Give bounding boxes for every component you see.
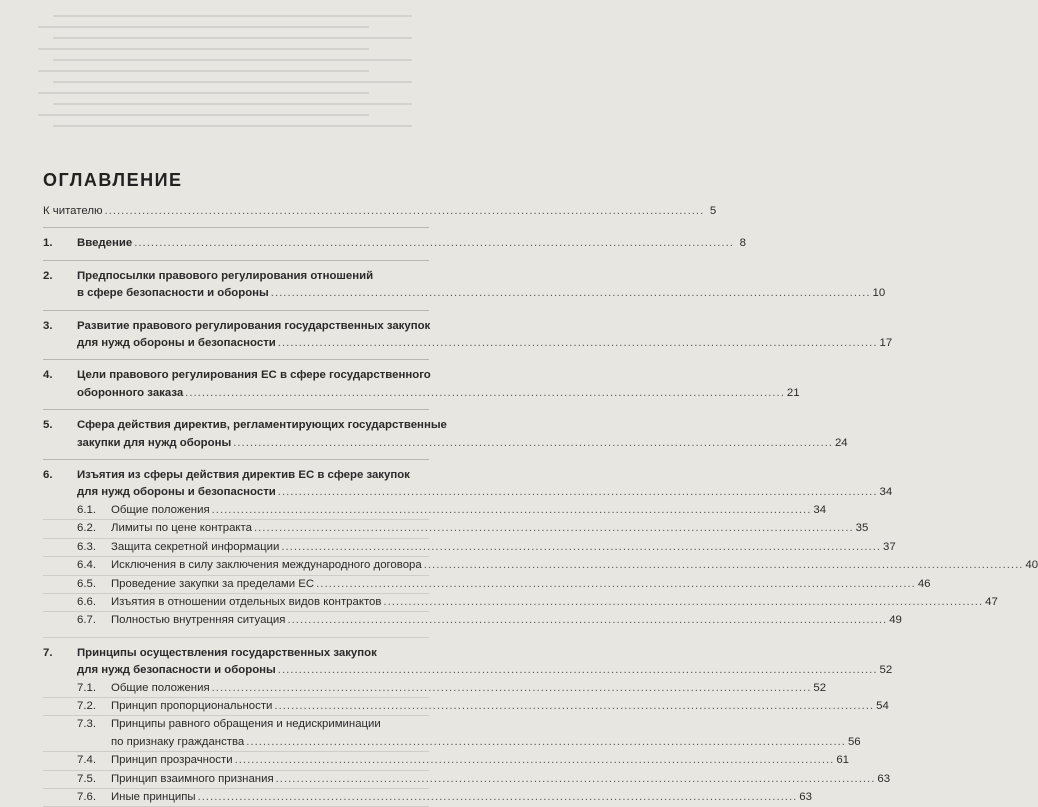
dot-leader [198,789,798,806]
toc-entry-number: 4. [43,369,53,382]
toc-entry-title: Предпосылки правового регулирования отношений [77,269,374,282]
toc-entry-title: Принцип прозрачности [111,754,233,767]
toc-entry-title: Введение [77,237,133,250]
toc-entry [43,318,893,361]
toc-entry-number: 7.5. [77,772,96,785]
toc-entry [43,576,931,594]
toc-entry [43,268,886,311]
toc-entry-page: 46 [917,577,931,590]
toc-entry-title: Принцип взаимного признания [111,772,274,785]
toc-entry-title: Общие положения [111,503,210,516]
toc-entry-page: 34 [813,503,827,516]
toc-entry-title: Принципы равного обращения и недискриминации [111,718,381,731]
dot-leader [212,680,812,697]
toc-entry [43,235,746,260]
toc-entry [43,417,848,460]
toc-entry-number: 6. [43,469,53,482]
toc-entry-number: 6.2. [77,522,96,535]
toc-entry-page: 63 [877,772,891,785]
toc-entry-number: 6.1. [77,503,96,516]
toc-entry [43,203,717,228]
toc-entry-title: Иные принципы [111,790,196,803]
toc-entry [43,771,891,789]
toc-entry [43,594,998,612]
toc-entry-number: 7.3. [77,718,96,731]
dot-leader [134,235,734,252]
toc-entry-title: Принцип пропорциональности [111,699,273,712]
toc-entry-number: 7.4. [77,754,96,767]
toc-entry [43,612,902,637]
toc-entry [43,789,812,807]
toc-entry-page: 40 [1025,559,1038,572]
toc-entry-title: Общие положения [111,681,210,694]
toc-entry-number: 6.7. [77,614,96,627]
toc-entry [43,716,861,752]
toc-entry-title: К читателю [43,205,103,217]
dot-leader [212,502,812,519]
dot-leader [235,752,835,769]
toc-entry [43,557,1038,575]
toc-entry-title: Защита секретной информации [111,540,280,553]
toc-entry-title: Изъятия в отношении отдельных видов контрактов [111,595,382,608]
toc-entry-number: 1. [43,237,53,250]
toc-entry-page: 10 [872,287,886,300]
toc-entry-title: Цели правового регулирования ЕС в сфере государственного [77,369,431,382]
toc-entry-page: 61 [836,754,849,767]
toc-entry-number: 7.1. [77,681,96,694]
toc-entry-number: 6.6. [77,595,96,608]
dot-leader [276,771,876,788]
dot-leader [185,385,785,402]
toc-entry-number: 7.6. [77,790,96,803]
toc-entry-title: Полностью внутренняя ситуация [111,614,286,627]
toc-entry-page: 17 [879,337,893,350]
toc-entry-number: 6.4. [77,559,96,572]
toc-entry-page: 8 [739,237,746,250]
dot-leader [254,520,854,537]
toc-entry-number: 7.2. [77,699,96,712]
toc-entry-title: Сфера действия директив, регламентирующих государственные [77,419,447,432]
toc-entry-title: закупки для нужд обороны [77,436,232,449]
toc-heading: ОГЛАВЛЕНИЕ [43,170,183,190]
toc-entry-title: оборонного заказа [77,386,184,399]
toc-entry-title: Лимиты по цене контракта [111,522,252,535]
toc-entry-page: 63 [799,790,812,803]
toc-entry-page: 54 [876,699,889,712]
toc-entry-number: 3. [43,319,53,332]
toc-entry-page: 37 [883,540,896,553]
reverse-side-bleed [30,6,420,146]
toc-entry [43,752,849,770]
toc-entry [43,502,827,520]
toc-entry-page: 52 [813,681,827,694]
toc-entry-page: 56 [847,735,861,748]
dot-leader [316,576,916,593]
toc-entry [43,645,893,680]
toc-entry-title: для нужд обороны и безопасности [77,486,276,499]
toc-entry [43,698,889,716]
toc-entry-number: 5. [43,419,53,432]
toc-entry-page: 5 [709,205,717,217]
dot-leader [278,662,878,679]
dot-leader [233,435,833,452]
dot-leader [246,734,846,751]
toc-entry-title: Развитие правового регулирования государственных закупок [77,319,431,332]
toc-entry-page: 21 [786,386,800,399]
toc-entry-title: Принципы осуществления государственных закупок [77,646,377,659]
dot-leader [274,698,874,715]
dot-leader [383,594,983,611]
dot-leader [105,203,705,220]
dot-leader [287,612,887,629]
toc-entry [43,680,827,698]
toc-entry-page: 49 [889,614,902,627]
toc-entry-page: 34 [879,486,893,499]
toc-entry-title: по признаку гражданства [111,735,245,748]
toc-entry-title: для нужд безопасности и обороны [77,664,276,677]
toc-entry-number: 7. [43,646,53,659]
dot-leader [278,484,878,501]
dot-leader [424,557,1024,574]
toc-entry-number: 6.5. [77,577,96,590]
toc-entry-page: 24 [834,436,848,449]
toc-entry [43,467,893,502]
toc-entry-number: 2. [43,269,53,282]
dot-leader [278,335,878,352]
toc-entry [43,520,869,538]
dot-leader [281,539,881,556]
toc-entry-title: Проведение закупки за пределами ЕС [111,577,315,590]
toc-entry-title: Изъятия из сферы действия директив ЕС в сфере закупок [77,469,410,482]
toc-entry-title: для нужд обороны и безопасности [77,337,276,350]
table-of-contents [43,203,1038,807]
toc-entry-page: 35 [855,522,869,535]
toc-entry-title: Исключения в силу заключения международного договора [111,559,422,572]
toc-entry-page: 52 [879,664,893,677]
toc-entry-title: в сфере безопасности и обороны [77,287,269,300]
toc-entry [43,367,800,410]
toc-entry-number: 6.3. [77,540,96,553]
dot-leader [271,285,871,302]
toc-entry [43,539,896,557]
toc-entry-page: 47 [985,595,998,608]
